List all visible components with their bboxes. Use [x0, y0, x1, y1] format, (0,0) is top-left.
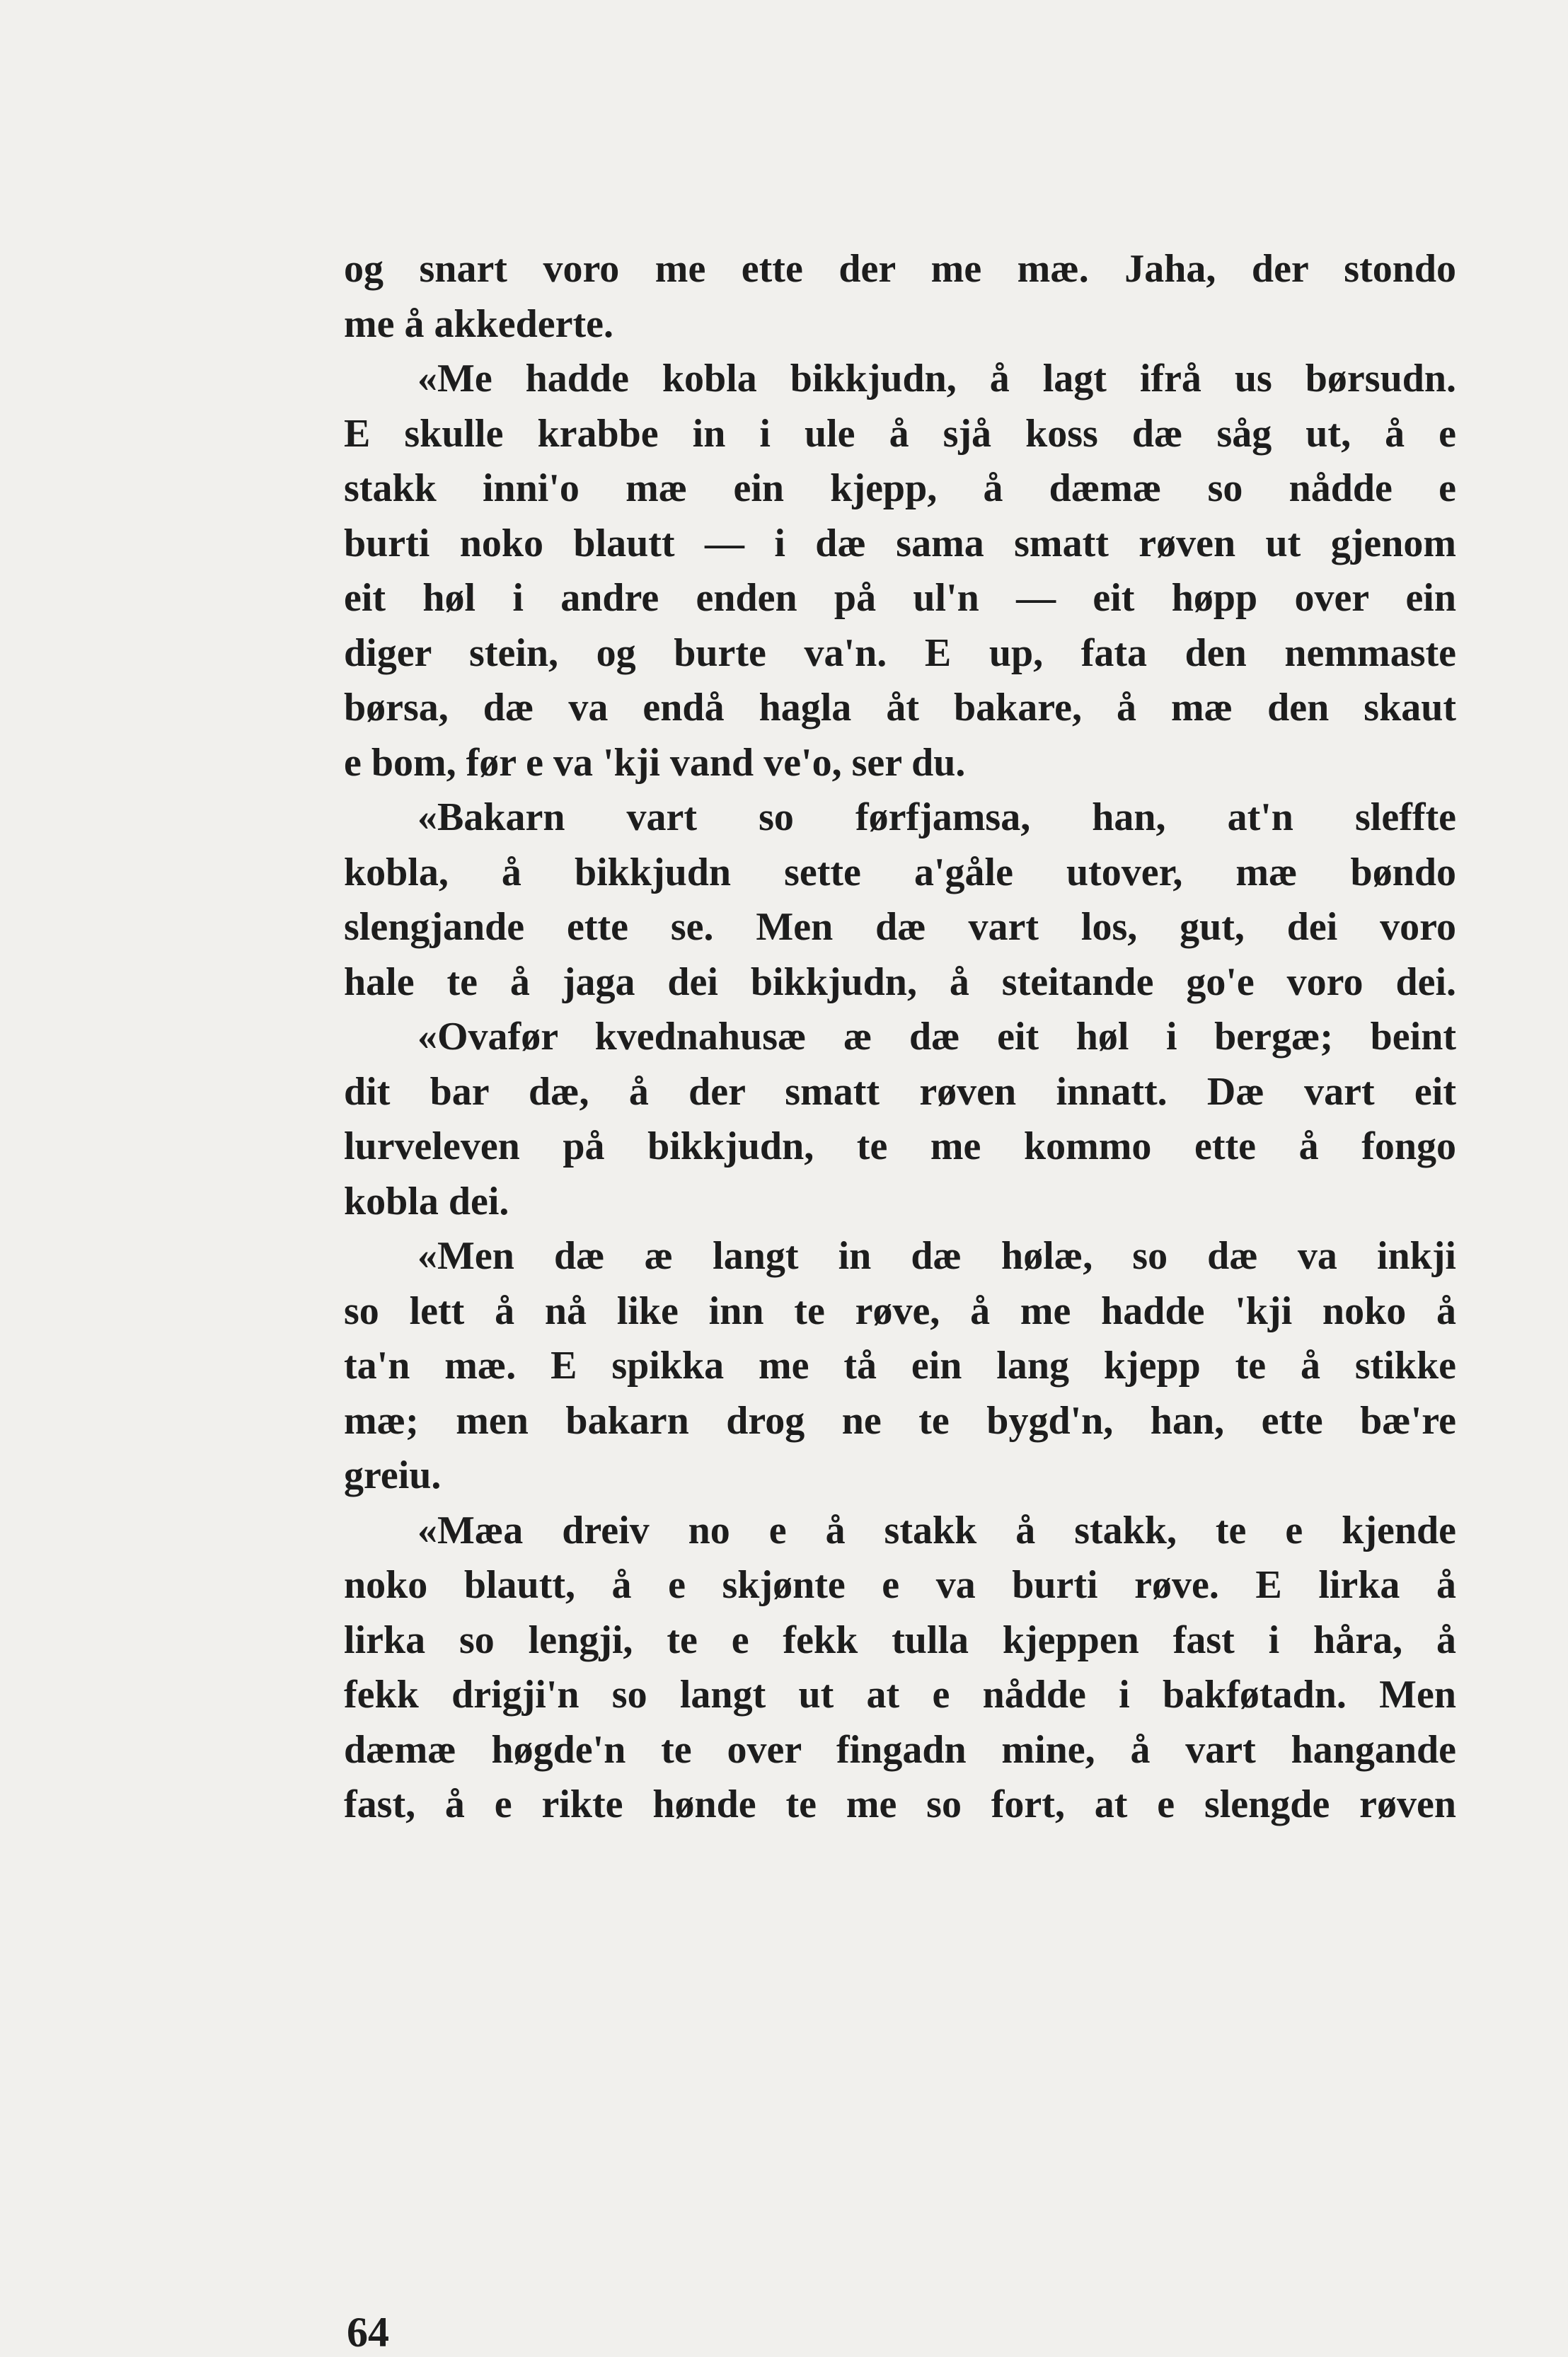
page-number: 64: [347, 2309, 389, 2356]
text-line: «Me hadde kobla bikkjudn, å lagt ifrå us børsudn.: [417, 357, 1456, 400]
text-line: dæmæ høgde'n te over fingadn mine, å vart hangande: [344, 1727, 1456, 1772]
text-line: «Men dæ æ langt in dæ hølæ, so dæ va inkji: [417, 1234, 1456, 1278]
text-line: fekk drigji'n so langt ut at e nådde i bakføtadn. Men: [344, 1673, 1456, 1717]
text-line: noko blautt, å e skjønte e va burti røve. E lirka å: [344, 1563, 1456, 1607]
text-line: hale te å jaga dei bikkjudn, å steitande go'e voro dei.: [344, 959, 1456, 1004]
text-line: fast, å e rikte hønde te me so fort, at e slengde røven: [344, 1782, 1456, 1826]
text-line: burti noko blautt — i dæ sama smatt røven ut gjenom: [344, 521, 1456, 565]
text-line: E skulle krabbe in i ule å sjå koss dæ såg ut, å e: [344, 411, 1456, 456]
text-line: kobla, å bikkjudn sette a'gåle utover, mæ bøndo: [344, 850, 1456, 894]
text-line: lurveleven på bikkjudn, te me kommo ette å fongo: [344, 1124, 1456, 1168]
text-line: eit høl i andre enden på ul'n — eit høpp over ein: [344, 576, 1456, 620]
text-line: stakk inni'o mæ ein kjepp, å dæmæ so nådde e: [344, 466, 1456, 510]
text-line: dit bar dæ, å der smatt røven innatt. Dæ vart eit: [344, 1069, 1456, 1114]
text-line: og snart voro me ette der me mæ. Jaha, der stondo: [344, 247, 1456, 291]
text-line: diger stein, og burte va'n. E up, fata den nemmaste: [344, 630, 1456, 675]
body-text: [344, 242, 1456, 1833]
text-line: so lett å nå like inn te røve, å me hadde 'kji noko å: [344, 1289, 1456, 1333]
text-line: børsa, dæ va endå hagla åt bakare, å mæ den skaut: [344, 686, 1456, 730]
text-line: «Bakarn vart so førfjamsa, han, at'n sleffte: [417, 795, 1456, 839]
text-line: slengjande ette se. Men dæ vart los, gut, dei voro: [344, 905, 1456, 949]
text-line: lirka so lengji, te e fekk tulla kjeppen fast i håra, å: [344, 1618, 1456, 1662]
text-line: greiu.: [344, 1453, 442, 1497]
text-line: «Ovafør kvednahusæ æ dæ eit høl i bergæ; beint: [417, 1015, 1456, 1059]
text-line: «Mæa dreiv no e å stakk å stakk, te e kjende: [417, 1508, 1456, 1552]
text-line: kobla dei.: [344, 1179, 509, 1223]
text-line: ta'n mæ. E spikka me tå ein lang kjepp te å stikke: [344, 1344, 1456, 1388]
text-line: mæ; men bakarn drog ne te bygd'n, han, ette bæ're: [344, 1398, 1456, 1443]
text-line: e bom, før e va 'kji vand ve'o, ser du.: [344, 740, 966, 785]
text-line: me å akkederte.: [344, 301, 614, 346]
